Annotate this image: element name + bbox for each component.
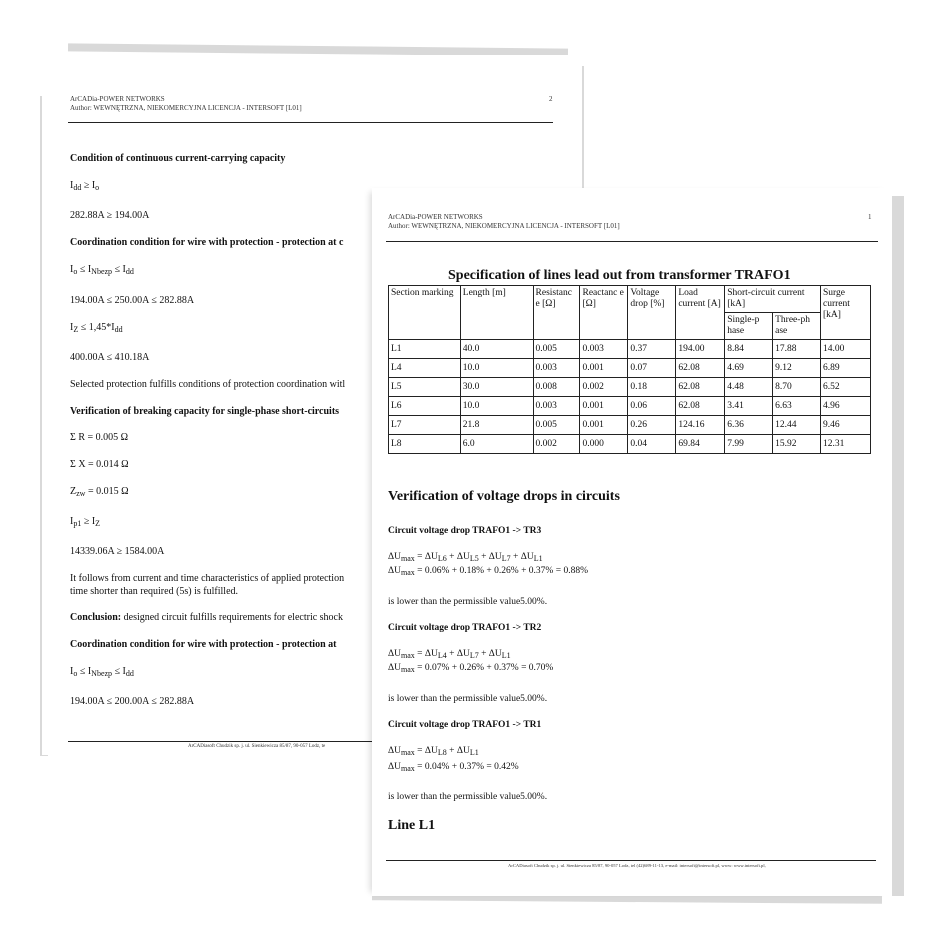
- table-header-row: [389, 286, 871, 313]
- column-header: Section marking: [389, 286, 461, 340]
- document-page-1: [372, 188, 892, 896]
- header-app-name: ArCADia-POWER NETWORKS: [70, 95, 165, 103]
- header-author: Author: WEWNĘTRZNA, NIEKOMERCYJNA LICENCJA - INTERSOFT [L01]: [70, 104, 302, 112]
- table-cell: 0.003: [533, 397, 580, 416]
- table-cell: 0.04: [628, 435, 676, 454]
- paragraph: time shorter than required (5s) is fulfilled.: [70, 586, 239, 597]
- table-cell: 62.08: [676, 359, 725, 378]
- formula-values: 194.00A ≤ 200.00A ≤ 282.88A: [70, 696, 195, 707]
- table-row: [389, 435, 871, 454]
- formula: $I_o \le I_{Nbezp} \le I_{dd}$: [70, 264, 134, 276]
- table-row: [389, 397, 871, 416]
- column-header: Length [m]: [460, 286, 533, 340]
- table-cell: 0.001: [580, 397, 628, 416]
- column-header: Load current [A]: [676, 286, 725, 340]
- header-app-name: ArCADia-POWER NETWORKS: [388, 213, 483, 221]
- page-header: [70, 95, 302, 113]
- table-title: Specification of lines lead out from transformer TRAFO1: [448, 268, 791, 283]
- equation: $\Delta U_{max} = \Delta U_{L8} + \Delta U_{L1}$: [388, 746, 479, 757]
- table-cell: 62.08: [676, 378, 725, 397]
- table-cell: 15.92: [773, 435, 821, 454]
- table-cell: L1: [389, 340, 461, 359]
- formula-values: 14339.06A ≥ 1584.00A: [70, 546, 165, 557]
- formula-values: 194.00A ≤ 250.00A ≤ 282.88A: [70, 295, 195, 306]
- table-cell: 4.48: [725, 378, 773, 397]
- equation-values: $\Delta U_{max} = 0.06\% + 0.18\% + 0.26\% + 0.37\% = 0.88\%$: [388, 566, 588, 577]
- table-cell: 12.31: [821, 435, 871, 454]
- table-cell: 30.0: [460, 378, 533, 397]
- table-cell: L4: [389, 359, 461, 378]
- column-header: Surge current [kA]: [821, 286, 871, 340]
- section-title: Verification of voltage drops in circuits: [388, 489, 620, 504]
- column-header: Short-circuit current [kA]: [725, 286, 821, 313]
- page-number: 1: [868, 213, 872, 221]
- column-header: Single-p hase: [725, 313, 773, 340]
- table-cell: 0.002: [533, 435, 580, 454]
- table-cell: 0.003: [533, 359, 580, 378]
- column-header: Three-ph ase: [773, 313, 821, 340]
- paragraph: It follows from current and time characteristics of applied protection: [70, 573, 345, 584]
- circuit-title: Circuit voltage drop TRAFO1 -> TR2: [388, 623, 542, 633]
- column-header: Voltage drop [%]: [628, 286, 676, 340]
- formula-values: 282.88A ≥ 194.00A: [70, 210, 150, 221]
- header-author: Author: WEWNĘTRZNA, NIEKOMERCYJNA LICENCJA - INTERSOFT [L01]: [388, 222, 620, 230]
- formula: $I_{p1} \ge I_Z$: [70, 516, 101, 528]
- table-row: [389, 378, 871, 397]
- section-heading: Verification of breaking capacity for single-phase short-circuits: [70, 406, 340, 417]
- result-note: is lower than the permissible value5.00%.: [388, 694, 548, 704]
- table-cell: 0.002: [580, 378, 628, 397]
- table-row: [389, 359, 871, 378]
- section-heading: Coordination condition for wire with protection - protection at c: [70, 237, 344, 248]
- page-number: 2: [549, 95, 553, 103]
- conclusion-text: designed circuit fulfills requirements for electric shock: [121, 612, 343, 623]
- table-cell: 3.41: [725, 397, 773, 416]
- column-header: Resistanc e [Ω]: [533, 286, 580, 340]
- circuit-title: Circuit voltage drop TRAFO1 -> TR3: [388, 526, 542, 536]
- circuit-title: Circuit voltage drop TRAFO1 -> TR1: [388, 720, 542, 730]
- table-cell: 12.44: [773, 416, 821, 435]
- table-row: [389, 340, 871, 359]
- table-cell: 0.06: [628, 397, 676, 416]
- table-cell: 124.16: [676, 416, 725, 435]
- conclusion-label: Conclusion:: [70, 612, 122, 623]
- table-cell: 6.36: [725, 416, 773, 435]
- formula: $I_Z \le 1,45*I_{dd}$: [70, 322, 123, 334]
- table-cell: 8.70: [773, 378, 821, 397]
- formula-values: 400.00A ≤ 410.18A: [70, 352, 150, 363]
- table-cell: 0.005: [533, 416, 580, 435]
- table-cell: 69.84: [676, 435, 725, 454]
- page-footer: ArCADiasoft Chudzik sp. j. ul. Sienkiewicza 85/87, 90-057 Lodz, tel (42)689-11-13, e-mail: intersoft@intersoft.pl, www: www.intersoft.pl,: [508, 863, 766, 868]
- table-cell: 194.00: [676, 340, 725, 359]
- table-cell: 0.003: [580, 340, 628, 359]
- table-cell: 9.46: [821, 416, 871, 435]
- page-header: [388, 213, 620, 231]
- table-cell: L7: [389, 416, 461, 435]
- table-cell: 0.07: [628, 359, 676, 378]
- equation: $\Delta U_{max} = \Delta U_{L6} + \Delta U_{L5} + \Delta U_{L7} + \Delta U_{L1}$: [388, 552, 543, 563]
- table-cell: 6.89: [821, 359, 871, 378]
- table-cell: 0.37: [628, 340, 676, 359]
- line-title: Line L1: [388, 818, 436, 833]
- table-cell: 14.00: [821, 340, 871, 359]
- table-cell: 7.99: [725, 435, 773, 454]
- specification-table: [388, 285, 871, 454]
- table-cell: 4.69: [725, 359, 773, 378]
- table-cell: 62.08: [676, 397, 725, 416]
- result-note: is lower than the permissible value5.00%.: [388, 597, 548, 607]
- footer-rule: [68, 741, 398, 742]
- table-cell: L5: [389, 378, 461, 397]
- table-cell: 10.0: [460, 397, 533, 416]
- footer-rule: [386, 860, 876, 861]
- table-cell: 0.000: [580, 435, 628, 454]
- table-cell: 10.0: [460, 359, 533, 378]
- table-cell: 6.52: [821, 378, 871, 397]
- page-shadow-right-front: [892, 196, 904, 896]
- conclusion: [70, 612, 343, 624]
- equation: $\Delta U_{max} = \Delta U_{L4} + \Delta U_{L7} + \Delta U_{L1}$: [388, 649, 511, 660]
- result-note: is lower than the permissible value5.00%.: [388, 792, 548, 802]
- header-rule: [386, 241, 878, 242]
- table-cell: 0.005: [533, 340, 580, 359]
- table-cell: 4.96: [821, 397, 871, 416]
- table-cell: 0.001: [580, 416, 628, 435]
- formula: $I_o \le I_{Nbezp} \le I_{dd}$: [70, 666, 134, 678]
- table-cell: L6: [389, 397, 461, 416]
- formula: $I_{dd} \ge I_o$: [70, 180, 100, 192]
- section-heading: Coordination condition for wire with protection - protection at: [70, 639, 337, 650]
- table-cell: 6.63: [773, 397, 821, 416]
- section-heading: Condition of continuous current-carrying capacity: [70, 153, 286, 164]
- table-cell: 8.84: [725, 340, 773, 359]
- formula: $Z_{zw} = 0.015$ Ω: [70, 486, 129, 498]
- equation-values: $\Delta U_{max} = 0.04\% + 0.37\% = 0.42\%$: [388, 762, 519, 773]
- table-cell: 40.0: [460, 340, 533, 359]
- formula-values: Σ R = 0.005 Ω: [70, 432, 129, 443]
- header-rule: [68, 122, 553, 123]
- table-cell: L8: [389, 435, 461, 454]
- page-footer: ArCADiasoft Chudzik sp. j. ul. Sienkiewicza 85/87, 90-057 Lodz, te: [188, 744, 326, 749]
- table-cell: 9.12: [773, 359, 821, 378]
- column-header: Reactanc e [Ω]: [580, 286, 628, 340]
- table-cell: 0.26: [628, 416, 676, 435]
- table-cell: 21.8: [460, 416, 533, 435]
- table-cell: 17.88: [773, 340, 821, 359]
- table-cell: 0.18: [628, 378, 676, 397]
- equation-values: $\Delta U_{max} = 0.07\% + 0.26\% + 0.37\% = 0.70\%$: [388, 663, 554, 674]
- table-row: [389, 416, 871, 435]
- table-cell: 0.008: [533, 378, 580, 397]
- table-cell: 0.001: [580, 359, 628, 378]
- formula-values: Σ X = 0.014 Ω: [70, 459, 129, 470]
- table-cell: 6.0: [460, 435, 533, 454]
- paragraph: Selected protection fulfills conditions of protection coordination witl: [70, 379, 346, 390]
